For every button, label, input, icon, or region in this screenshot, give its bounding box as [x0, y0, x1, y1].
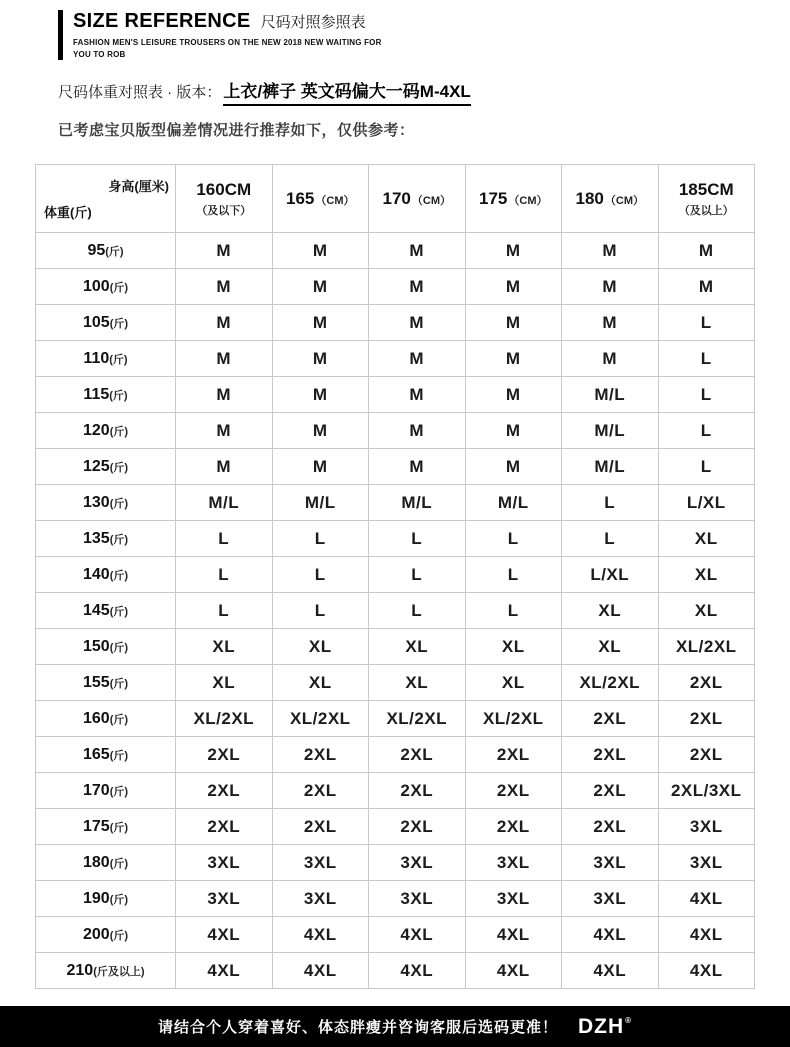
height-value: 180: [575, 188, 604, 208]
table-row: [36, 773, 755, 809]
weight-value: 170: [82, 781, 110, 799]
size-cell: 2XL: [562, 809, 659, 845]
size-cell: L: [658, 449, 755, 485]
size-cell: 3XL: [272, 881, 369, 917]
weight-unit: (斤): [109, 857, 129, 870]
size-cell: 2XL: [272, 773, 369, 809]
table-row: [36, 737, 755, 773]
table-row: [36, 413, 755, 449]
size-cell: M: [562, 269, 659, 305]
weight-axis-label: 体重(斤): [44, 205, 92, 221]
size-cell: L: [465, 557, 562, 593]
size-cell: 3XL: [369, 845, 466, 881]
size-cell: XL/2XL: [369, 701, 466, 737]
size-cell: 3XL: [176, 881, 273, 917]
table-row: [36, 809, 755, 845]
height-axis-label: 身高(厘米): [108, 179, 169, 195]
size-cell: XL: [272, 665, 369, 701]
table-row: [36, 953, 755, 989]
weight-value: 150: [82, 637, 110, 655]
size-cell: L: [176, 593, 273, 629]
size-cell: 4XL: [562, 953, 659, 989]
size-cell: 3XL: [176, 845, 273, 881]
subtitle-line-1: FASHION MEN'S LEISURE TROUSERS ON THE NEW 2018 NEW WAITING FOR: [73, 38, 382, 47]
table-row: [36, 557, 755, 593]
size-cell: 3XL: [562, 845, 659, 881]
size-cell: 4XL: [658, 953, 755, 989]
size-cell: M: [176, 269, 273, 305]
weight-unit: (斤): [105, 245, 124, 258]
height-value: 185CM: [678, 179, 734, 199]
version-label: 尺码体重对照表 · 版本：: [58, 84, 222, 102]
weight-value: 120: [82, 421, 110, 439]
size-cell: L/XL: [658, 485, 755, 521]
size-cell: M: [369, 269, 466, 305]
size-cell: 2XL: [176, 773, 273, 809]
size-cell: 2XL: [369, 773, 466, 809]
title-english: SIZE REFERENCE: [73, 10, 251, 32]
weight-value: 200: [82, 925, 110, 943]
size-cell: 4XL: [176, 917, 273, 953]
weight-cell: [36, 701, 176, 737]
size-table-head: [36, 165, 755, 233]
size-cell: 2XL: [658, 701, 755, 737]
weight-value: 115: [83, 385, 110, 403]
weight-unit: (斤): [109, 785, 129, 798]
weight-unit: (斤): [109, 425, 129, 438]
size-cell: 2XL: [369, 809, 466, 845]
weight-value: 210: [66, 961, 94, 979]
table-row: [36, 665, 755, 701]
size-cell: M/L: [369, 485, 466, 521]
column-header: [369, 165, 466, 233]
size-cell: 2XL: [369, 737, 466, 773]
size-cell: M: [465, 233, 562, 269]
size-cell: M: [272, 449, 369, 485]
size-cell: XL: [465, 629, 562, 665]
size-cell: M: [369, 305, 466, 341]
height-range-note: （及以上）: [678, 204, 734, 217]
size-cell: 2XL: [176, 737, 273, 773]
size-cell: 4XL: [465, 953, 562, 989]
size-cell: 4XL: [272, 917, 369, 953]
table-row: [36, 593, 755, 629]
size-cell: 3XL: [562, 881, 659, 917]
size-cell: 2XL: [176, 809, 273, 845]
weight-unit: (斤): [109, 641, 129, 654]
table-row: [36, 377, 755, 413]
title-row: [73, 10, 382, 33]
weight-cell: [36, 773, 176, 809]
weight-cell: [36, 449, 176, 485]
weight-cell: [36, 593, 176, 629]
weight-cell: [36, 413, 176, 449]
height-range-note: （及以下）: [196, 204, 252, 217]
size-cell: M/L: [272, 485, 369, 521]
size-cell: 3XL: [369, 881, 466, 917]
size-cell: XL: [562, 629, 659, 665]
weight-cell: [36, 809, 176, 845]
size-cell: XL/2XL: [465, 701, 562, 737]
column-header: [176, 165, 273, 233]
table-row: [36, 845, 755, 881]
size-cell: M: [176, 233, 273, 269]
subtitle-line-2: YOU TO ROB: [73, 49, 126, 59]
size-cell: M: [369, 233, 466, 269]
size-cell: M: [369, 377, 466, 413]
size-table: [35, 164, 755, 989]
column-header: [272, 165, 369, 233]
weight-unit: (斤): [109, 821, 129, 834]
size-cell: XL/2XL: [272, 701, 369, 737]
size-cell: 2XL: [465, 773, 562, 809]
table-row: [36, 269, 755, 305]
size-cell: M: [658, 269, 755, 305]
column-header: [658, 165, 755, 233]
height-value: 165: [286, 188, 315, 208]
size-cell: M: [465, 269, 562, 305]
size-cell: XL/2XL: [658, 629, 755, 665]
weight-value: 190: [82, 889, 110, 907]
height-unit: （CM）: [508, 194, 548, 207]
weight-value: 110: [83, 349, 110, 367]
size-cell: XL: [176, 665, 273, 701]
size-cell: L: [658, 305, 755, 341]
size-cell: M: [176, 413, 273, 449]
size-cell: 2XL: [658, 737, 755, 773]
weight-unit: (斤): [109, 605, 129, 618]
size-cell: M/L: [562, 449, 659, 485]
size-cell: M: [272, 269, 369, 305]
size-cell: 2XL/3XL: [658, 773, 755, 809]
size-cell: M: [562, 233, 659, 269]
size-cell: M: [369, 341, 466, 377]
footer-bar: [0, 1006, 790, 1047]
table-row: [36, 233, 755, 269]
size-cell: M: [465, 449, 562, 485]
weight-value: 130: [82, 493, 110, 511]
size-cell: 2XL: [465, 737, 562, 773]
weight-cell: [36, 269, 176, 305]
table-header-row: [36, 165, 755, 233]
size-cell: M: [369, 449, 466, 485]
size-cell: XL: [562, 593, 659, 629]
weight-unit: (斤): [109, 389, 128, 402]
weight-unit: (斤): [109, 281, 129, 294]
weight-cell: [36, 341, 176, 377]
header-subtitle: [73, 37, 382, 60]
header-accent-bar: [58, 10, 63, 60]
weight-value: 145: [82, 601, 110, 619]
weight-value: 135: [82, 529, 110, 547]
size-cell: M: [176, 305, 273, 341]
weight-cell: [36, 953, 176, 989]
size-cell: 4XL: [176, 953, 273, 989]
size-cell: 2XL: [272, 809, 369, 845]
weight-unit: (斤): [109, 461, 129, 474]
size-cell: 2XL: [465, 809, 562, 845]
recommendation-note: 已考虑宝贝版型偏差情况进行推荐如下，仅供参考：: [58, 122, 415, 140]
size-cell: 4XL: [658, 881, 755, 917]
weight-unit: (斤): [109, 677, 129, 690]
size-cell: M: [272, 413, 369, 449]
size-cell: 4XL: [369, 953, 466, 989]
size-cell: M: [465, 413, 562, 449]
version-line: [58, 77, 790, 106]
corner-cell: [36, 165, 176, 233]
size-cell: XL: [658, 521, 755, 557]
table-row: [36, 305, 755, 341]
size-cell: L: [369, 557, 466, 593]
size-cell: L/XL: [562, 557, 659, 593]
weight-value: 175: [82, 817, 110, 835]
header-text-block: [73, 10, 382, 60]
size-cell: M: [176, 449, 273, 485]
size-cell: L: [562, 521, 659, 557]
size-cell: 3XL: [465, 845, 562, 881]
size-cell: M/L: [562, 377, 659, 413]
size-cell: M: [658, 233, 755, 269]
height-unit: （CM）: [315, 194, 355, 207]
size-cell: L: [176, 521, 273, 557]
footer-note: 请结合个人穿着喜好、体态胖瘦并咨询客服后选码更准！: [157, 1019, 558, 1036]
size-cell: 4XL: [369, 917, 466, 953]
weight-cell: [36, 233, 176, 269]
size-cell: 4XL: [562, 917, 659, 953]
size-cell: L: [658, 341, 755, 377]
version-value: 上衣/裤子 英文码偏大一码M-4XL: [223, 77, 470, 106]
height-unit: （CM）: [604, 194, 644, 207]
size-cell: M: [465, 377, 562, 413]
size-cell: XL: [176, 629, 273, 665]
size-cell: L: [465, 593, 562, 629]
size-cell: L: [465, 521, 562, 557]
weight-value: 180: [82, 853, 110, 871]
brand-name: DZH: [577, 1014, 625, 1038]
size-cell: XL: [465, 665, 562, 701]
weight-cell: [36, 521, 176, 557]
size-cell: L: [272, 557, 369, 593]
size-cell: L: [369, 521, 466, 557]
size-cell: 4XL: [465, 917, 562, 953]
size-cell: 3XL: [658, 845, 755, 881]
height-value: 175: [479, 188, 508, 208]
weight-cell: [36, 485, 176, 521]
weight-value: 125: [82, 457, 110, 475]
size-table-body: [36, 233, 755, 989]
size-cell: 2XL: [562, 773, 659, 809]
weight-unit: (斤): [109, 569, 129, 582]
size-cell: XL/2XL: [562, 665, 659, 701]
size-cell: M: [465, 341, 562, 377]
weight-unit: (斤): [109, 749, 129, 762]
brand-logo: [578, 1015, 632, 1039]
height-value: 160CM: [196, 179, 252, 199]
size-cell: M: [562, 341, 659, 377]
column-header: [562, 165, 659, 233]
size-cell: M: [562, 305, 659, 341]
size-cell: 4XL: [658, 917, 755, 953]
size-cell: M: [272, 305, 369, 341]
weight-value: 105: [82, 313, 110, 331]
weight-unit: (斤): [109, 317, 129, 330]
title-chinese: 尺码对照参照表: [260, 14, 366, 31]
weight-value: 165: [82, 745, 110, 763]
weight-cell: [36, 845, 176, 881]
column-header: [465, 165, 562, 233]
size-cell: M: [176, 341, 273, 377]
weight-value: 95: [87, 241, 106, 259]
weight-unit: (斤): [109, 929, 129, 942]
size-cell: L: [272, 593, 369, 629]
size-cell: XL: [369, 665, 466, 701]
table-row: [36, 701, 755, 737]
size-cell: M/L: [176, 485, 273, 521]
weight-value: 140: [82, 565, 110, 583]
weight-unit: (斤): [109, 497, 129, 510]
size-cell: XL/2XL: [176, 701, 273, 737]
weight-value: 155: [82, 673, 110, 691]
size-cell: M: [272, 341, 369, 377]
size-cell: L: [369, 593, 466, 629]
size-cell: L: [658, 377, 755, 413]
size-cell: 2XL: [658, 665, 755, 701]
weight-cell: [36, 881, 176, 917]
weight-cell: [36, 557, 176, 593]
weight-cell: [36, 377, 176, 413]
weight-unit: (斤): [109, 893, 129, 906]
weight-unit: (斤): [109, 353, 128, 366]
size-cell: L: [176, 557, 273, 593]
weight-unit: (斤): [109, 533, 129, 546]
table-row: [36, 629, 755, 665]
size-cell: 4XL: [272, 953, 369, 989]
size-cell: M: [272, 233, 369, 269]
registered-mark-icon: ®: [625, 1015, 633, 1025]
table-row: [36, 881, 755, 917]
weight-value: 100: [82, 277, 110, 295]
weight-cell: [36, 737, 176, 773]
size-cell: XL: [658, 593, 755, 629]
height-value: 170: [382, 188, 411, 208]
table-row: [36, 341, 755, 377]
height-unit: （CM）: [411, 194, 451, 207]
weight-cell: [36, 305, 176, 341]
weight-value: 160: [82, 709, 110, 727]
size-cell: 2XL: [562, 701, 659, 737]
size-cell: M: [272, 377, 369, 413]
weight-cell: [36, 665, 176, 701]
table-row: [36, 485, 755, 521]
table-row: [36, 917, 755, 953]
size-cell: 3XL: [272, 845, 369, 881]
size-cell: XL: [369, 629, 466, 665]
size-cell: XL: [658, 557, 755, 593]
size-cell: 2XL: [562, 737, 659, 773]
size-cell: L: [658, 413, 755, 449]
size-cell: XL: [272, 629, 369, 665]
size-cell: 3XL: [658, 809, 755, 845]
table-row: [36, 449, 755, 485]
size-cell: 2XL: [272, 737, 369, 773]
intro-section: [58, 77, 790, 140]
size-cell: L: [562, 485, 659, 521]
size-reference-header: [58, 10, 790, 60]
weight-cell: [36, 629, 176, 665]
size-cell: 3XL: [465, 881, 562, 917]
table-row: [36, 521, 755, 557]
size-cell: M: [465, 305, 562, 341]
size-cell: M: [369, 413, 466, 449]
size-cell: L: [272, 521, 369, 557]
size-cell: M: [176, 377, 273, 413]
size-cell: M/L: [562, 413, 659, 449]
weight-unit: (斤及以上): [93, 965, 145, 978]
weight-unit: (斤): [109, 713, 129, 726]
size-cell: M/L: [465, 485, 562, 521]
weight-cell: [36, 917, 176, 953]
